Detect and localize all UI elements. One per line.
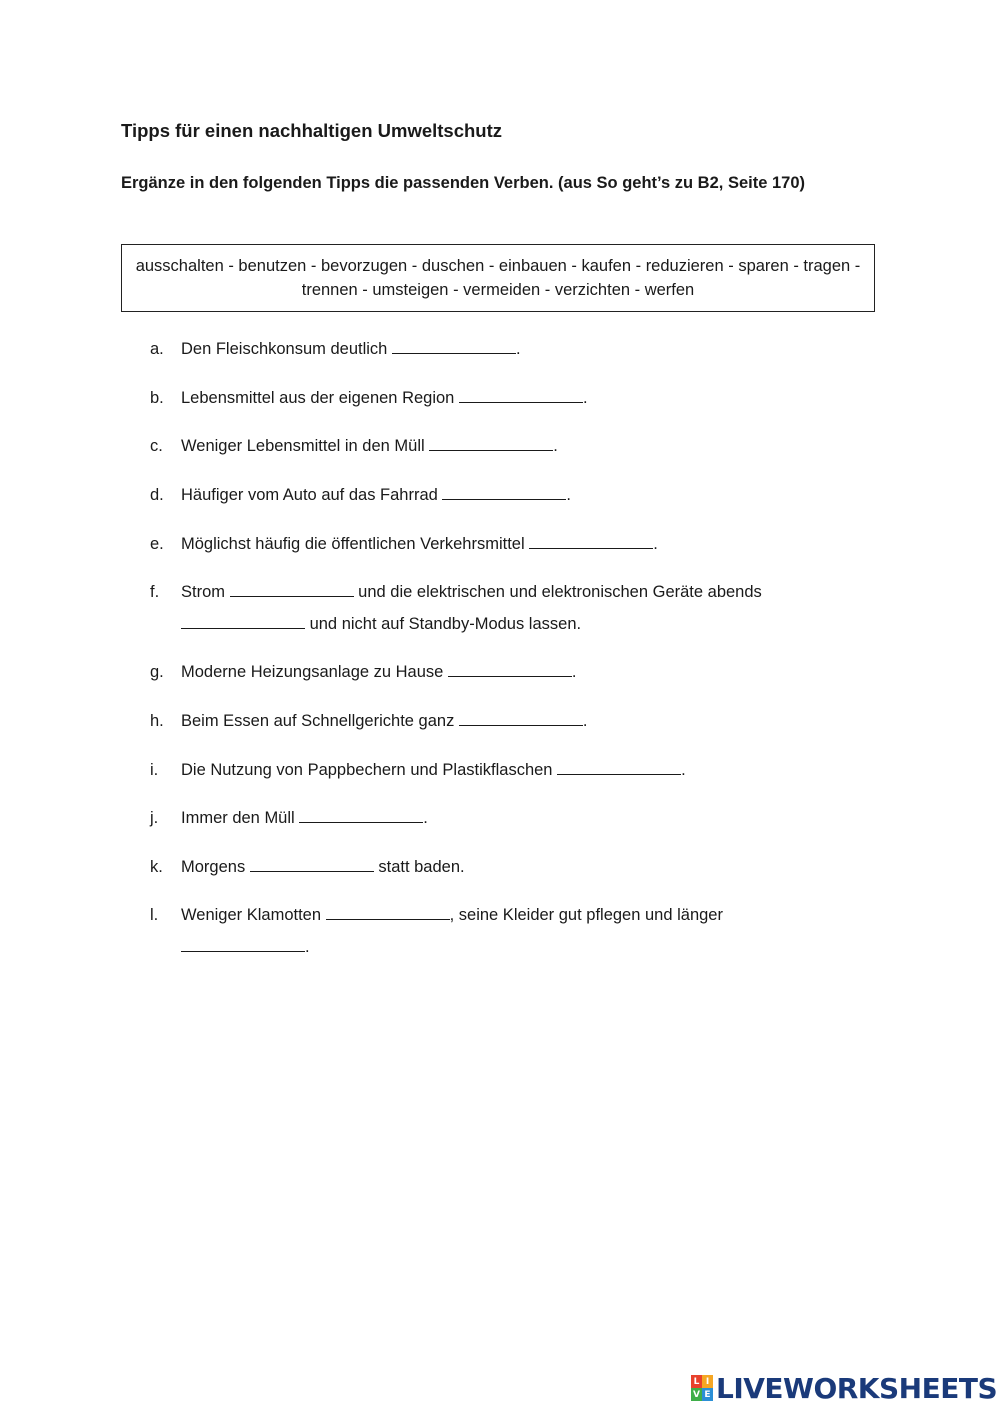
item-text-end: . — [582, 389, 588, 407]
answer-blank[interactable] — [181, 614, 305, 629]
item-text-end: und nicht auf Standby-Modus lassen. — [305, 615, 582, 633]
answer-blank[interactable] — [230, 582, 354, 597]
answer-blank[interactable] — [392, 339, 516, 354]
word-bank-text: ausschalten - benutzen - bevorzugen - duschen - einbauen - kaufen - reduzieren - sparen - tragen - trennen - umsteigen - vermeiden - verzichten - werfen — [135, 256, 861, 299]
item-text: Immer den Müll — [181, 809, 300, 827]
item-text-end: . — [515, 340, 521, 358]
item-text-middle: und die elektrischen und elektronischen Geräte abends — [353, 583, 762, 601]
item-text: Häufiger vom Auto auf das Fahrrad — [181, 486, 443, 504]
answer-blank[interactable] — [250, 857, 374, 872]
answer-blank[interactable] — [529, 534, 653, 549]
item-text: Möglichst häufig die öffentlichen Verkehrsmittel — [181, 535, 530, 553]
logo-text: LIVEWORKSHEETS — [716, 1371, 998, 1405]
worksheet-title: Tipps für einen nachhaltigen Umweltschutz — [121, 120, 503, 141]
item-text: Weniger Klamotten — [181, 906, 326, 924]
item-letter: e. — [150, 535, 164, 553]
logo-mark-letter: I — [702, 1375, 713, 1388]
item-text: Strom — [181, 583, 230, 601]
item-text: Moderne Heizungsanlage zu Hause — [181, 663, 448, 681]
item-text-end: . — [566, 486, 571, 504]
answer-blank[interactable] — [459, 388, 583, 403]
item-letter: j. — [150, 809, 159, 827]
answer-blank[interactable] — [429, 436, 553, 451]
item-text-end: . — [653, 535, 658, 553]
item-letter: i. — [150, 761, 159, 779]
item-text: Den Fleischkonsum deutlich — [181, 340, 392, 358]
item-letter: f. — [150, 583, 160, 601]
logo-mark-letter: L — [691, 1375, 702, 1388]
item-letter: a. — [150, 340, 164, 358]
item-text: Morgens — [181, 858, 250, 876]
item-text-middle: , seine Kleider gut pflegen und länger — [449, 906, 723, 924]
item-text: Beim Essen auf Schnellgerichte ganz — [181, 712, 459, 730]
answer-blank[interactable] — [557, 760, 681, 775]
item-letter: g. — [150, 663, 164, 681]
answer-blank[interactable] — [299, 808, 423, 823]
worksheet-instruction: Ergänze in den folgenden Tipps die passenden Verben. (aus So geht’s zu B2, Seite 170) — [121, 174, 805, 192]
item-text-end: . — [305, 938, 310, 956]
item-text: Die Nutzung von Pappbechern und Plastikflaschen — [181, 761, 558, 779]
item-letter: c. — [150, 437, 163, 455]
item-text-end: statt baden. — [373, 858, 465, 876]
answer-blank[interactable] — [459, 711, 583, 726]
answer-blank[interactable] — [181, 937, 305, 952]
item-letter: l. — [150, 906, 159, 924]
word-bank-box — [121, 244, 875, 312]
logo-mark-icon — [691, 1375, 713, 1401]
answer-blank[interactable] — [442, 485, 566, 500]
item-text: Lebensmittel aus der eigenen Region — [181, 389, 459, 407]
item-text-end: . — [582, 712, 588, 730]
item-text-end: . — [553, 437, 558, 455]
logo-mark-letter: V — [691, 1388, 702, 1401]
answer-blank[interactable] — [448, 662, 572, 677]
item-letter: b. — [150, 389, 164, 407]
item-text: Weniger Lebensmittel in den Müll — [181, 437, 430, 455]
item-letter: d. — [150, 486, 164, 504]
liveworksheets-logo — [691, 1371, 997, 1405]
item-text-end: . — [571, 663, 577, 681]
item-text-end: . — [681, 761, 686, 779]
item-letter: h. — [150, 712, 164, 730]
item-text-end: . — [423, 809, 428, 827]
item-letter: k. — [150, 858, 163, 876]
logo-mark-letter: E — [702, 1388, 713, 1401]
answer-blank[interactable] — [326, 905, 450, 920]
